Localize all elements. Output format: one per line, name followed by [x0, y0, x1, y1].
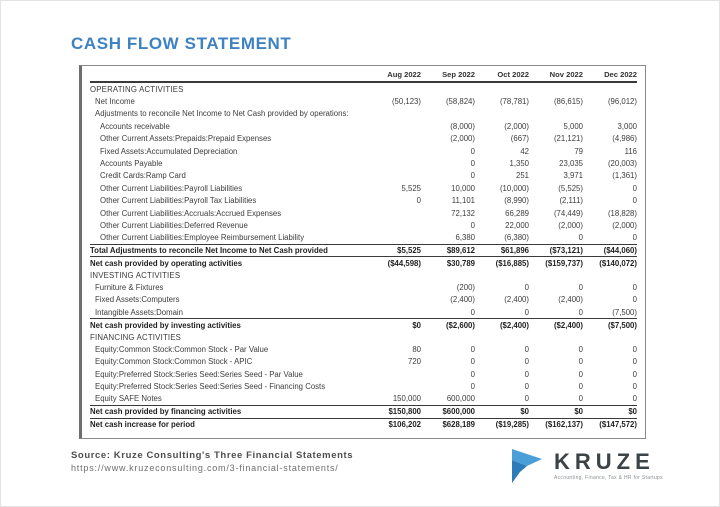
table-row	[90, 418, 637, 430]
cell-value: $89,612	[446, 246, 475, 256]
cell-value: 0	[524, 307, 529, 317]
cell-value: ($159,737)	[545, 258, 583, 268]
cash-flow-table	[79, 65, 646, 439]
cell-value: 150,000	[392, 394, 421, 404]
row-label: Other Current Liabilities:Deferred Revenue	[100, 220, 248, 230]
table-row	[90, 182, 637, 194]
table-row	[90, 108, 637, 120]
row-label: OPERATING ACTIVITIES	[90, 84, 184, 94]
table-row	[90, 157, 637, 169]
row-label: Net cash provided by investing activities	[90, 320, 241, 330]
cell-value: (4,986)	[612, 134, 637, 144]
table-row	[90, 256, 637, 268]
cell-value: $0	[574, 407, 583, 417]
cell-value: 5,000	[563, 121, 583, 131]
table-row	[90, 83, 637, 95]
cell-value: 720	[407, 357, 421, 367]
cell-value: (2,000)	[558, 220, 583, 230]
row-label: Accounts receivable	[100, 121, 170, 131]
row-label: Adjustments to reconcile Net Income to Net Cash provided by operations:	[95, 109, 349, 119]
table-row	[90, 170, 637, 182]
row-label: Fixed Assets:Computers	[95, 295, 180, 305]
cell-value: 5,525	[401, 183, 421, 193]
cell-value: $5,525	[397, 246, 421, 256]
cell-value: (78,781)	[499, 97, 529, 107]
cell-value: 0	[470, 220, 475, 230]
cell-value: 0	[632, 344, 637, 354]
row-label: Other Current Liabilities:Employee Reimbursement Liability	[100, 233, 305, 243]
cell-value: (2,000)	[612, 220, 637, 230]
table-row	[90, 393, 637, 405]
cell-value: (200)	[456, 282, 475, 292]
cell-value: 0	[470, 369, 475, 379]
table-row	[90, 405, 637, 417]
cell-value: 0	[578, 307, 583, 317]
cell-value: ($147,572)	[599, 419, 637, 429]
row-label: Fixed Assets:Accumulated Depreciation	[100, 146, 238, 156]
cell-value: 0	[524, 357, 529, 367]
cell-value: 0	[524, 344, 529, 354]
column-header: Nov 2022	[549, 70, 583, 79]
table-row	[90, 368, 637, 380]
row-label: FINANCING ACTIVITIES	[90, 332, 182, 342]
cell-value: 0	[524, 369, 529, 379]
cell-value: 0	[632, 196, 637, 206]
table-row	[90, 232, 637, 244]
cell-value: 72,132	[451, 208, 475, 218]
table-body	[90, 83, 637, 430]
cell-value: 251	[515, 171, 529, 181]
table-row	[90, 380, 637, 392]
column-header: Dec 2022	[604, 70, 637, 79]
logo-text-wrap	[554, 451, 663, 481]
cell-value: (74,449)	[553, 208, 583, 218]
row-label: Other Current Liabilities:Payroll Tax Liabilities	[100, 196, 257, 206]
table-row	[90, 356, 637, 368]
cell-value: 0	[470, 382, 475, 392]
cell-value: 0	[578, 357, 583, 367]
cell-value: ($140,072)	[599, 258, 637, 268]
column-header: Aug 2022	[387, 70, 421, 79]
cell-value: 0	[632, 357, 637, 367]
cell-value: (21,121)	[553, 134, 583, 144]
cell-value: (2,000)	[504, 121, 529, 131]
cell-value: 1,350	[509, 159, 529, 169]
cell-value: (2,000)	[450, 134, 475, 144]
cell-value: $30,789	[446, 258, 475, 268]
cell-value: (96,012)	[607, 97, 637, 107]
cell-value: 23,035	[559, 159, 583, 169]
row-label: Net Income	[95, 97, 135, 107]
table-row	[90, 318, 637, 330]
cell-value: 0	[470, 159, 475, 169]
table-row	[90, 306, 637, 318]
cell-value: $150,800	[388, 407, 421, 417]
table-row	[90, 207, 637, 219]
cell-value: 0	[632, 183, 637, 193]
cell-value: 0	[470, 344, 475, 354]
cell-value: ($2,600)	[445, 320, 475, 330]
row-label: Other Current Liabilities:Accruals:Accrued Expenses	[100, 208, 282, 218]
row-label: Equity:Preferred Stock:Series Seed:Series Seed - Financing Costs	[95, 382, 326, 392]
cell-value: 0	[524, 394, 529, 404]
row-label: Equity:Common Stock:Common Stock - Par Value	[95, 344, 269, 354]
cell-value: 0	[578, 233, 583, 243]
cell-value: ($16,885)	[495, 258, 529, 268]
cell-value: 0	[524, 282, 529, 292]
cell-value: (667)	[510, 134, 529, 144]
cell-value: (86,615)	[553, 97, 583, 107]
row-label: Equity SAFE Notes	[95, 394, 162, 404]
cell-value: $106,202	[388, 419, 421, 429]
cell-value: 42	[520, 146, 529, 156]
cell-value: 6,380	[455, 233, 475, 243]
source-block	[71, 450, 411, 473]
table-row	[90, 244, 637, 256]
table-row	[90, 294, 637, 306]
cell-value: (5,525)	[558, 183, 583, 193]
cell-value: (8,000)	[450, 121, 475, 131]
cell-value: 0	[470, 307, 475, 317]
cell-value: ($44,598)	[387, 258, 421, 268]
row-label: Intangible Assets:Domain	[95, 307, 183, 317]
row-label: Net cash provided by operating activities	[90, 258, 243, 268]
cell-value: $0	[412, 320, 421, 330]
cell-value: (2,400)	[450, 295, 475, 305]
cell-value: 0	[632, 394, 637, 404]
table-row	[90, 133, 637, 145]
cell-value: ($2,400)	[553, 320, 583, 330]
cell-value: ($162,137)	[545, 419, 583, 429]
cell-value: 11,101	[451, 196, 475, 206]
row-label: Net cash increase for period	[90, 419, 195, 429]
table-row	[90, 95, 637, 107]
kruze-logo-icon	[506, 446, 546, 486]
source-url-link[interactable]: https://www.kruzeconsulting.com/3-financial-statements/	[71, 463, 339, 473]
cell-value: 0	[470, 171, 475, 181]
logo-tagline: Accounting, Finance, Tax & HR for Startups	[554, 475, 663, 481]
logo-wordmark: KRUZE	[554, 449, 655, 474]
cell-value: (7,500)	[612, 307, 637, 317]
cell-value: 3,000	[617, 121, 637, 131]
cell-value: (2,400)	[558, 295, 583, 305]
table-row	[90, 331, 637, 343]
kruze-logo	[506, 445, 663, 487]
row-label: Total Adjustments to reconcile Net Income to Net Cash provided	[90, 246, 328, 256]
cell-value: 116	[624, 146, 637, 156]
cell-value: 0	[524, 382, 529, 392]
cell-value: 0	[578, 344, 583, 354]
cell-value: $0	[628, 407, 637, 417]
cell-value: (18,828)	[607, 208, 637, 218]
row-label: Accounts Payable	[100, 159, 163, 169]
cell-value: (10,000)	[499, 183, 529, 193]
table-row	[90, 195, 637, 207]
column-header: Oct 2022	[497, 70, 529, 79]
cell-value: 0	[632, 282, 637, 292]
cell-value: 0	[416, 196, 421, 206]
page-title: CASH FLOW STATEMENT	[71, 34, 292, 53]
cell-value: 22,000	[505, 220, 529, 230]
cell-value: 0	[578, 382, 583, 392]
cell-value: (1,361)	[612, 171, 637, 181]
cell-value: 0	[578, 394, 583, 404]
row-label: Net cash provided by financing activities	[90, 407, 242, 417]
cell-value: 0	[578, 369, 583, 379]
table-row	[90, 145, 637, 157]
table-row	[90, 120, 637, 132]
cell-value: ($2,400)	[499, 320, 529, 330]
cell-value: 0	[632, 233, 637, 243]
cell-value: ($19,285)	[495, 419, 529, 429]
cell-value: (8,990)	[504, 196, 529, 206]
cell-value: (50,123)	[391, 97, 421, 107]
table-row	[90, 343, 637, 355]
cell-value: (6,380)	[504, 233, 529, 243]
table-row	[90, 269, 637, 281]
table-header-row	[90, 68, 637, 83]
cell-value: $0	[520, 407, 529, 417]
cell-value: $628,189	[442, 419, 475, 429]
cell-value: 0	[578, 282, 583, 292]
cell-value: 0	[470, 146, 475, 156]
row-label: Equity:Preferred Stock:Series Seed:Series Seed - Par Value	[95, 369, 303, 379]
row-label: Equity:Common Stock:Common Stock - APIC	[95, 357, 253, 367]
table-row	[90, 281, 637, 293]
row-label: Credit Cards:Ramp Card	[100, 171, 186, 181]
cell-value: 0	[470, 357, 475, 367]
cell-value: $600,000	[442, 407, 475, 417]
column-header: Sep 2022	[442, 70, 475, 79]
cell-value: (2,111)	[559, 196, 583, 206]
cell-value: 10,000	[451, 183, 475, 193]
source-label: Source: Kruze Consulting's Three Financial Statements	[71, 450, 354, 461]
row-label: INVESTING ACTIVITIES	[90, 270, 181, 280]
row-label: Furniture & Fixtures	[95, 282, 164, 292]
cell-value: 600,000	[446, 394, 475, 404]
cell-value: 3,971	[563, 171, 583, 181]
cell-value: 0	[632, 382, 637, 392]
cell-value: $61,896	[500, 246, 529, 256]
cell-value: 79	[574, 146, 583, 156]
cell-value: 0	[632, 295, 637, 305]
cell-value: ($73,121)	[549, 246, 583, 256]
cell-value: (20,003)	[607, 159, 637, 169]
cell-value: 80	[412, 344, 421, 354]
cell-value: 0	[632, 369, 637, 379]
cell-value: (58,824)	[445, 97, 475, 107]
cell-value: ($7,500)	[607, 320, 637, 330]
row-label: Other Current Assets:Prepaids:Prepaid Expenses	[100, 134, 272, 144]
cell-value: 66,289	[505, 208, 529, 218]
cell-value: ($44,060)	[603, 246, 637, 256]
cell-value: (2,400)	[504, 295, 529, 305]
table-row	[90, 219, 637, 231]
row-label: Other Current Liabilities:Payroll Liabilities	[100, 183, 243, 193]
